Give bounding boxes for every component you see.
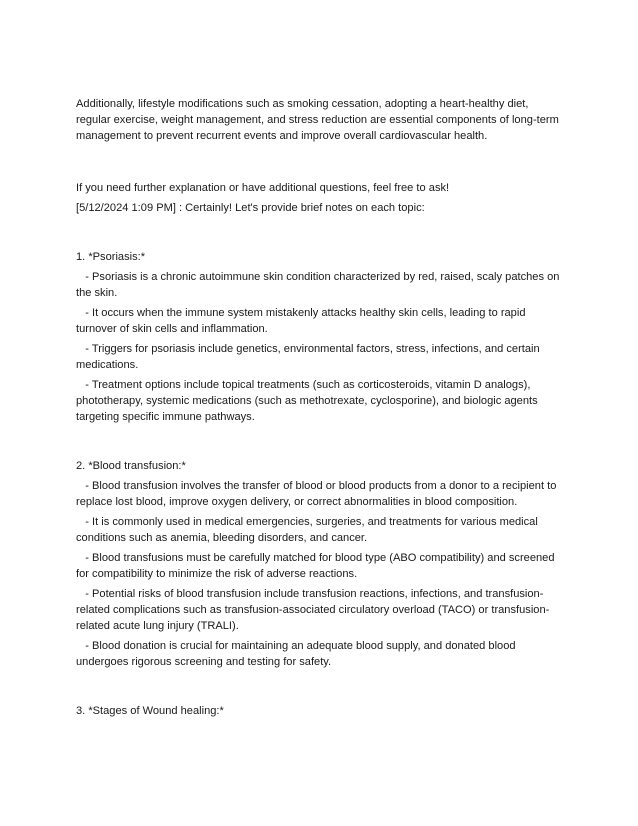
- section-heading-blood-transfusion: 2. *Blood transfusion:*: [76, 460, 186, 472]
- list-item: - Blood transfusions must be carefully matched for blood type (ABO compatibility) and screened for compatibility to minimize the risk of adverse reactions.: [76, 552, 558, 580]
- list-item: - It is commonly used in medical emergencies, surgeries, and treatments for various medical conditions such as anemia, bleeding disorders, and cancer.: [76, 516, 541, 544]
- list-item: - Blood transfusion involves the transfer of blood or blood products from a donor to a recipient to replace lost blood, improve oxygen delivery, or correct abnormalities in blood composition.: [76, 480, 560, 508]
- list-item: - Treatment options include topical treatments (such as corticosteroids, vitamin D analogs), phototherapy, systemic medications (such as methotrexate, cyclosporine), and biologic agents targeting specific immune pathways.: [76, 379, 541, 423]
- section-heading-wound-healing: 3. *Stages of Wound healing:*: [76, 705, 224, 717]
- document-body: [76, 96, 566, 719]
- timestamp-line: [5/12/2024 1:09 PM] : Certainly! Let's provide brief notes on each topic:: [76, 202, 425, 214]
- list-item: - Potential risks of blood transfusion include transfusion reactions, infections, and transfusion-related complications such as transfusion-associated circulatory overload (TACO) or transfusion-related acute lung injury (TRALI).: [76, 588, 550, 632]
- list-item: - Blood donation is crucial for maintaining an adequate blood supply, and donated blood undergoes rigorous screening and testing for safety.: [76, 640, 519, 668]
- list-item: - Psoriasis is a chronic autoimmune skin condition characterized by red, raised, scaly patches on the skin.: [76, 271, 563, 299]
- list-item: - Triggers for psoriasis include genetics, environmental factors, stress, infections, and certain medications.: [76, 343, 543, 371]
- closing-question: If you need further explanation or have additional questions, feel free to ask!: [76, 182, 450, 194]
- list-item: - It occurs when the immune system mistakenly attacks healthy skin cells, leading to rapid turnover of skin cells and inflammation.: [76, 307, 529, 335]
- intro-paragraph: Additionally, lifestyle modifications such as smoking cessation, adopting a heart-healthy diet, regular exercise, weight management, and stress reduction are essential components of long-term management to prevent recurrent events and improve overall cardiovascular health.: [76, 98, 559, 142]
- section-heading-psoriasis: 1. *Psoriasis:*: [76, 251, 146, 263]
